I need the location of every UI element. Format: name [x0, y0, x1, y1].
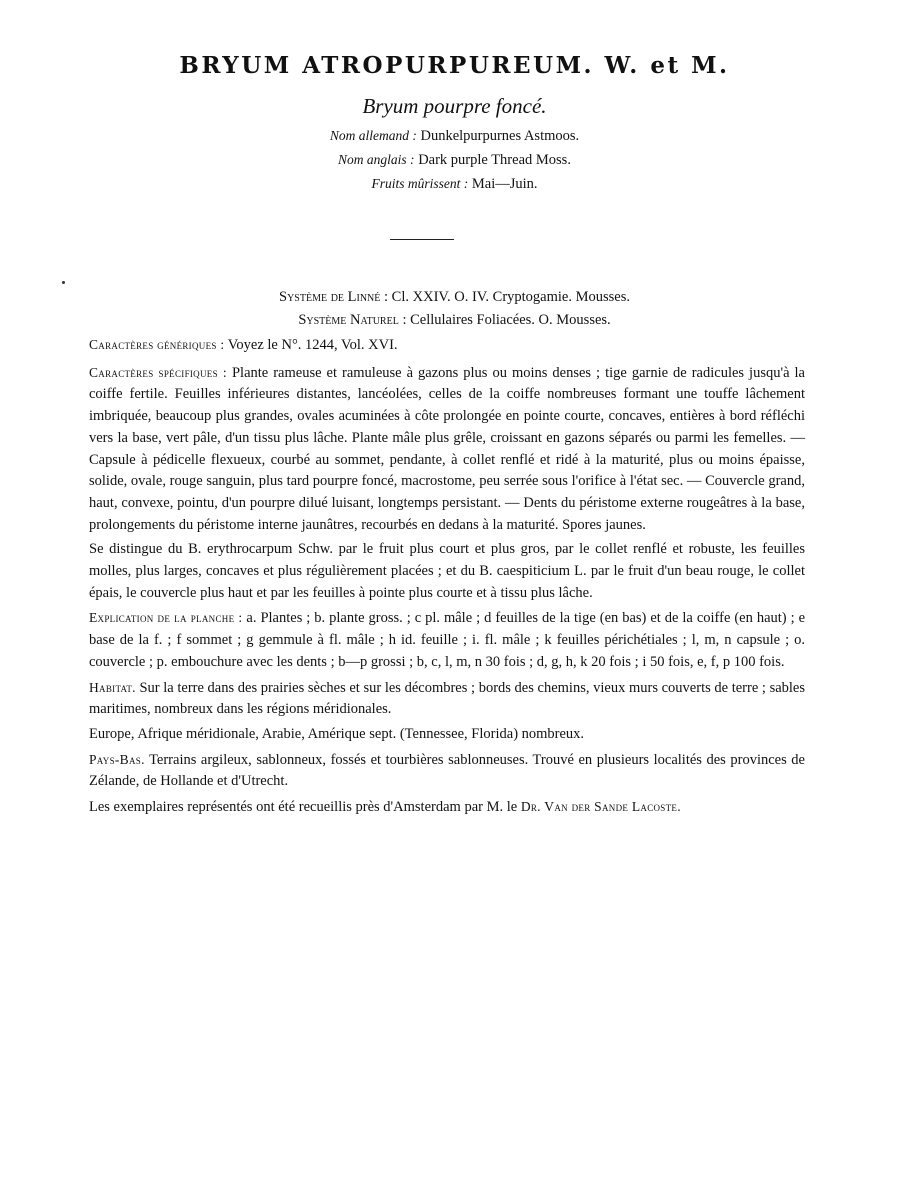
specific-characters-paragraph [89, 362, 805, 537]
french-name: Bryum pourpre foncé. [362, 94, 547, 118]
species-title: BRYUM ATROPURPUREUM. W. et M. [179, 52, 730, 79]
german-name-line [0, 128, 909, 145]
specimens-paragraph [89, 796, 805, 819]
collector-name: Dr. Van der Sande Lacoste. [520, 799, 681, 815]
specific-characters-text: Plante rameuse et ramuleuse à gazons plus ou moins denses ; tige garnie de radicules jusqu'à la coiffe fertile. Feuilles inférieures distantes, lancéolées, celles de la coiffe nombreuses formant une touffe lâchement imbriquée, beaucoup plus grandes, ovales acuminées à côte prolongée en pointe courte, concaves, entières à bord réfléchi vers la base, vert pâle, d'un tissu plus lâche. Plante mâle plus grêle, croissant en gazons séparés ou parmi les femelles. — Capsule à pédicelle flexueux, courbé au sommet, pendante, à collet renflé et ridé à la maturité, plus ou moins épaisse, solide, ovale, rouge sanguin, plus tard pourpre foncé, macrostome, peu serrée sous l'orifice à l'état sec. — Couvercle grand, haut, convexe, pointu, d'un pourpre dilué luisant, longtemps persistant. — Dents du péristome externe rougeâtres à la base, prolongements du péristome interne jaunâtres, recourbés en dedans à la maturité. Spores jaunes. [89, 364, 805, 533]
natural-system-line [0, 312, 909, 329]
linne-system-label: Système de Linné : [279, 289, 389, 305]
generic-characters-text: Voyez le N°. 1244, Vol. XVI. [227, 337, 398, 353]
netherlands-label: Pays-Bas. [89, 751, 145, 767]
fruits-value: Mai—Juin. [471, 176, 538, 192]
german-name-value: Dunkelpurpurnes Astmoos. [420, 128, 580, 144]
print-speck [62, 281, 65, 284]
specific-characters-label: Caractères spécifiques : [89, 364, 227, 380]
habitat-text: Sur la terre dans des prairies sèches et sur les décombres ; bords des chemins, vieux murs couverts de terre ; sables maritimes, nombreux dans les régions méridionales. [89, 679, 806, 718]
description-body [89, 334, 805, 822]
netherlands-paragraph [89, 749, 805, 793]
linne-system-value: Cl. XXIV. O. IV. Cryptogamie. Mousses. [391, 289, 630, 305]
natural-system-label: Système Naturel : [298, 312, 407, 328]
habitat-paragraph [89, 677, 805, 721]
netherlands-text: Terrains argileux, sablonneux, fossés et tourbières sablonneuses. Trouvé en plusieurs localités des provinces de Zélande, de Hollande et d'Utrecht. [89, 751, 805, 790]
natural-system-value: Cellulaires Foliacées. O. Mousses. [410, 312, 611, 328]
fruits-line [0, 176, 909, 193]
english-name-label: Nom anglais : [338, 152, 415, 167]
generic-characters-label: Caractères génériques : [89, 337, 225, 352]
generic-characters-paragraph [89, 334, 805, 357]
plate-explanation-text: a. Plantes ; b. plante gross. ; c pl. mâle ; d feuilles de la tige (en bas) et de la coiffe (en haut) ; e base de la f. ; f sommet ; g gemmule à fl. mâle ; h id. feuille ; i. fl. mâle ; k feuilles périchétiales ; l, m, n capsule ; o. couvercle ; p. embouchure avec les dents ; b—p grossi ; b, c, l, m, n 30 fois ; d, g, h, k 20 fois ; i 50 fois, e, f, p 100 fois. [89, 610, 806, 670]
plate-explanation-paragraph [89, 607, 805, 673]
distribution-paragraph: Europe, Afrique méridionale, Arabie, Amérique sept. (Tennessee, Florida) nombreux. [89, 725, 585, 742]
habitat-label: Habitat. [89, 679, 136, 695]
fruits-label: Fruits mûrissent : [371, 176, 469, 191]
plate-explanation-label: Explication de la planche : [89, 610, 243, 626]
english-name-value: Dark purple Thread Moss. [418, 152, 571, 168]
specimens-text: Les exemplaires représentés ont été recueillis près d'Amsterdam par M. le [89, 799, 518, 816]
linne-system-line [0, 289, 909, 306]
english-name-line [0, 152, 909, 169]
distinction-paragraph: Se distingue du B. erythrocarpum Schw. par le fruit plus court et plus gros, par le collet renflé et robuste, les feuilles molles, plus larges, concaves et plus régulièrement placées ; et du B. caespiticium L. par le fruit d'un beau rouge, le collet épais, le couvercle plus haut et par les feuilles à pointe plus courte et à tissu plus lâche. [89, 541, 805, 601]
german-name-label: Nom allemand : [329, 128, 417, 143]
divider-rule [390, 239, 454, 240]
